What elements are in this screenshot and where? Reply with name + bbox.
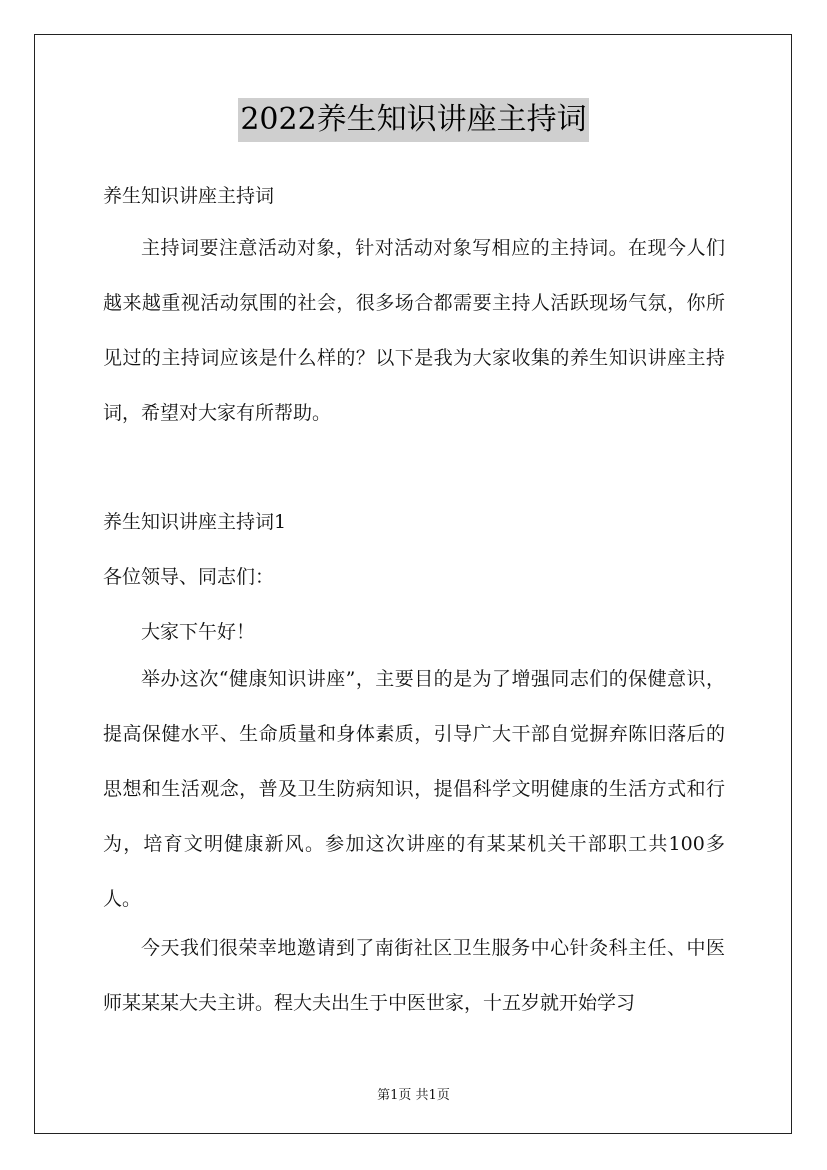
salutation: 各位领导、同志们： — [103, 566, 275, 588]
page-footer: 第1页 共1页 — [377, 1088, 450, 1103]
greeting: 大家下午好！ — [141, 621, 256, 643]
document-subtitle: 养生知识讲座主持词 — [103, 185, 275, 207]
document-title: 2022养生知识讲座主持词 — [238, 98, 588, 142]
section-heading: 养生知识讲座主持词1 — [103, 511, 287, 533]
body-paragraph-1: 举办这次“健康知识讲座”，主要目的是为了增强同志们的保健意识，提高保健水平、生命质量和身体素质，引导广大干部自觉摒弃陈旧落后的思想和生活观念，普及卫生防病知识，提倡科学文明健康的生活方式和行为，培育文明健康新风。参加这次讲座的有某某机关干部职工共100多人。 — [103, 668, 725, 910]
title-container — [0, 98, 827, 142]
intro-paragraph: 主持词要注意活动对象，针对活动对象写相应的主持词。在现今人们越来越重视活动氛围的社会，很多场合都需要主持人活跃现场气氛，你所见过的主持词应该是什么样的？以下是我为大家收集的养生知识讲座主持词，希望对大家有所帮助。 — [103, 237, 725, 424]
body-paragraph-2: 今天我们很荣幸地邀请到了南街社区卫生服务中心针灸科主任、中医师某某某大夫主讲。程大夫出生于中医世家，十五岁就开始学习 — [103, 937, 725, 1014]
